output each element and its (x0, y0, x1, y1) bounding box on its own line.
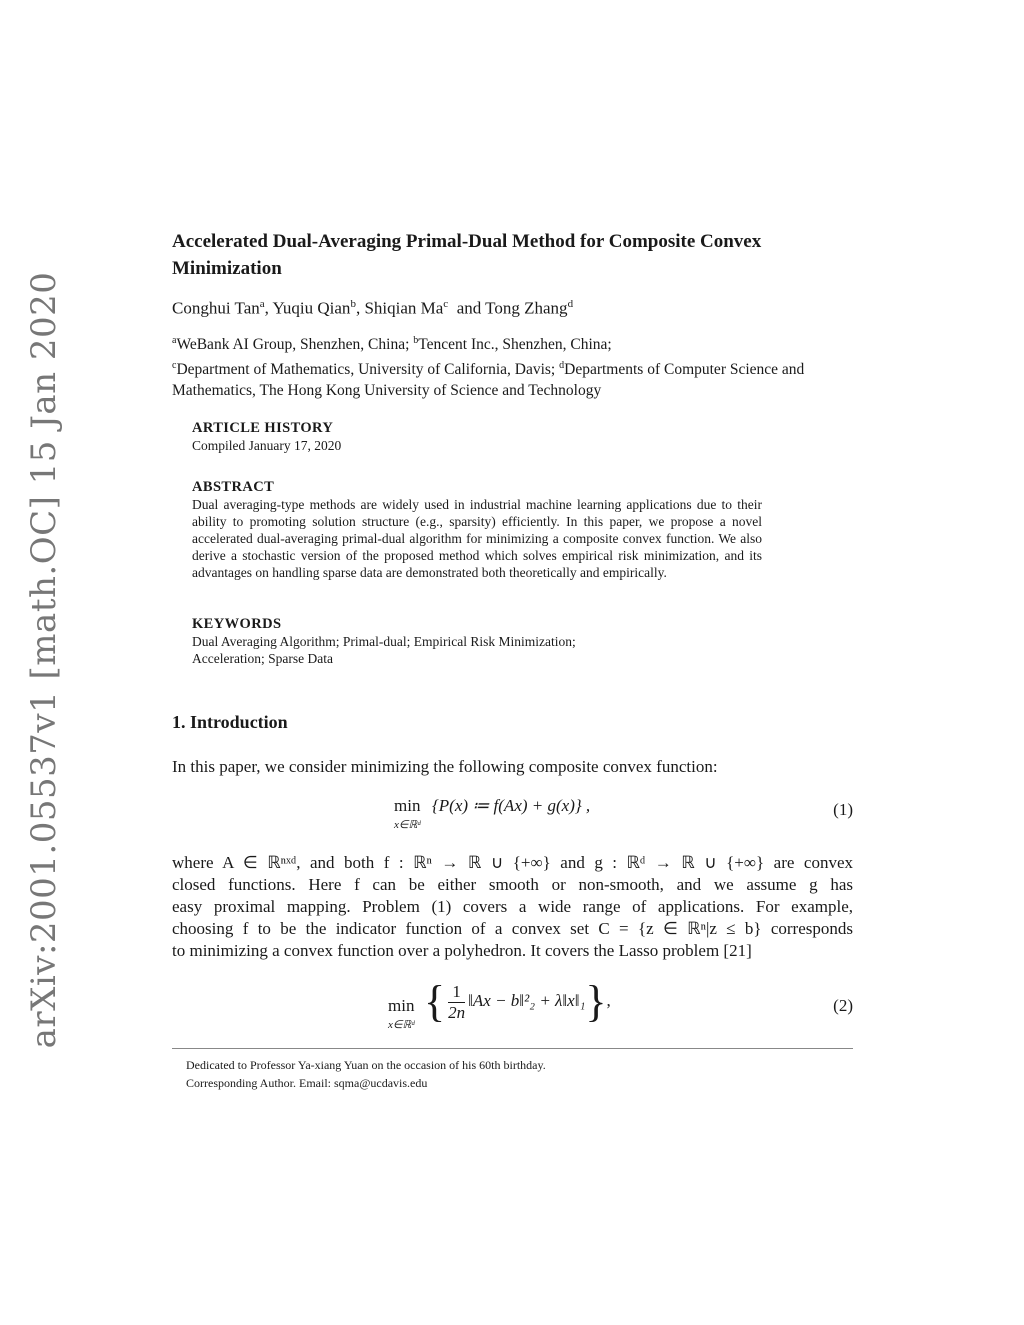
affil-marker: d (559, 360, 565, 372)
author-affil-marker: b (350, 298, 356, 310)
footnote-corresponding-author: Corresponding Author. Email: sqma@ucdavis.edu (186, 1076, 428, 1090)
keywords (192, 616, 762, 667)
equation-subscript: x∈ℝᵈ (388, 1019, 415, 1031)
equation-tail: , (606, 990, 611, 1010)
affil-marker: c (172, 360, 177, 372)
intro-paragraph-2 (172, 852, 853, 962)
equation-body: ‖Ax − b‖²₂ + λ‖x‖₁ (468, 990, 586, 1010)
paragraph-line: closed functions. Here f can be either smooth or non-smooth, and we assume g has (172, 875, 853, 894)
equation-1 (172, 796, 853, 836)
left-brace: { (424, 977, 446, 1026)
paper-title: Accelerated Dual-Averaging Primal-Dual Method for Composite Convex Minimization (172, 231, 762, 279)
intro-paragraph: In this paper, we consider minimizing the following composite convex function: (172, 757, 718, 776)
affiliation-a: WeBank AI Group, Shenzhen, China; (176, 336, 410, 354)
abstract-heading: ABSTRACT (192, 479, 275, 495)
author-affil-marker: a (259, 298, 265, 310)
keywords-line: Dual Averaging Algorithm; Primal-dual; Empirical Risk Minimization; (192, 634, 576, 649)
affiliation-d: Departments of Computer Science and Mathematics, The Hong Kong University of Science and Technology (172, 361, 805, 400)
arxiv-identifier: arXiv:2001.05537v1 [math.OC] 15 Jan 2020 (24, 271, 64, 1049)
paragraph-line: to minimizing a convex function over a polyhedron. It covers the Lasso problem [21] (172, 941, 752, 960)
footnote-dedication: Dedicated to Professor Ya-xiang Yuan on the occasion of his 60th birthday. (186, 1058, 546, 1072)
equation-2 (172, 977, 853, 1036)
equation-subscript: x∈ℝᵈ (394, 819, 421, 831)
article-history (192, 420, 762, 454)
author-name: Yuqiu Qian (272, 298, 351, 318)
compiled-date: Compiled January 17, 2020 (192, 438, 342, 453)
equation-body: {P(x) ≔ f(Ax) + g(x)} , (432, 796, 591, 815)
abstract-text: Dual averaging-type methods are widely used in industrial machine learning applications due to their ability to promoting solution structure (e.g., sparsity) efficiently. In this paper, we propose a novel accelerated dual-averaging primal-dual algorithm for minimizing a composite convex function. We also derive a stochastic version of the proposed method which solves empirical risk minimization, and its advantages on handling sparse data are demonstrated both theoretically and empirically. (192, 497, 762, 580)
section-heading: 1. Introduction (172, 712, 288, 732)
equation-number: (1) (833, 800, 853, 819)
paragraph-line: easy proximal mapping. Problem (1) covers a wide range of applications. For example, (172, 897, 853, 916)
right-brace: } (585, 977, 607, 1026)
abstract (192, 479, 762, 581)
footnote-divider (172, 1048, 853, 1049)
author-affil-marker: d (567, 298, 574, 310)
affiliation-c: Department of Mathematics, University of California, Davis; (176, 361, 556, 379)
fraction (448, 982, 465, 1023)
affiliation-b: Tencent Inc., Shenzhen, China; (418, 336, 612, 354)
fraction-denominator: 2n (448, 1002, 466, 1022)
equation-min: min (388, 996, 415, 1015)
keywords-line: Acceleration; Sparse Data (192, 651, 333, 666)
equation-number: (2) (833, 996, 853, 1015)
affil-marker: a (172, 335, 177, 346)
equation-body-group (424, 977, 611, 1026)
affiliations (172, 330, 853, 401)
author-name: and Tong Zhang (456, 298, 568, 318)
affil-marker: b (413, 335, 419, 346)
author-name: Shiqian Ma (364, 298, 444, 318)
fraction-numerator: 1 (448, 982, 465, 1003)
author-list: Conghui Tan$^a$, Yuqiu Qian$^b$, Shiqian Ma$^c$ and Tong Zhang$^d$ (172, 298, 574, 318)
paragraph-line: where A ∈ ℝⁿˣᵈ, and both f : ℝⁿ → ℝ ∪ {+∞} and g : ℝᵈ → ℝ ∪ {+∞} are convex (172, 853, 853, 872)
author-affil-marker: c (443, 298, 449, 310)
equation-min: min (394, 796, 421, 815)
article-history-heading: ARTICLE HISTORY (192, 420, 334, 436)
paragraph-line: choosing f to be the indicator function of a convex set C = {z ∈ ℝⁿ|z ≤ b} corresponds (172, 919, 853, 938)
keywords-heading: KEYWORDS (192, 616, 282, 632)
author-name: Conghui Tan (172, 298, 260, 318)
